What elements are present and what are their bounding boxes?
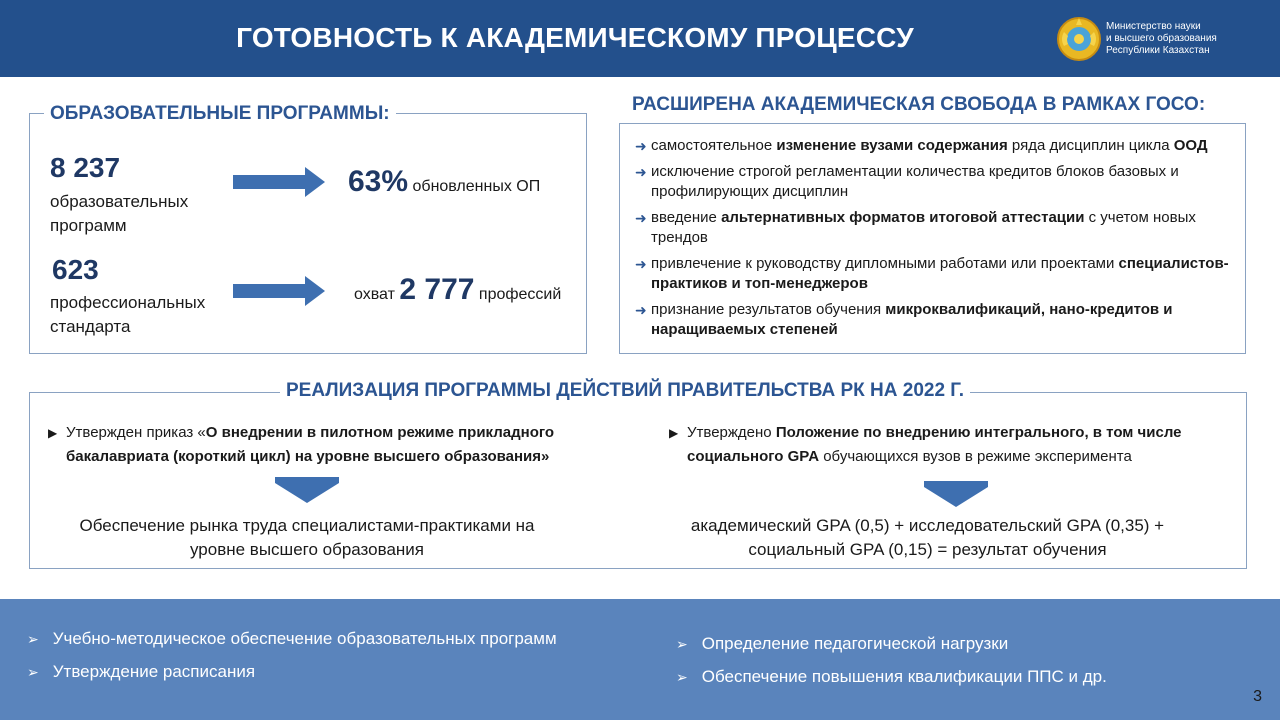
standards-count-label: профессиональных стандарта (50, 293, 206, 336)
chevron-right-icon: ➢ (676, 669, 688, 685)
header-bar (0, 0, 1280, 77)
freedom-title: РАСШИРЕНА АКАДЕМИЧЕСКАЯ СВОБОДА В РАМКАХ ГОСО: (626, 94, 1211, 116)
standards-count: 623 (52, 254, 99, 285)
page-title: ГОТОВНОСТЬ К АКАДЕМИЧЕСКОМУ ПРОЦЕССУ (236, 22, 914, 53)
freedom-list (635, 136, 1235, 346)
arrow-right-icon (233, 276, 325, 306)
chevron-right-icon: ➢ (27, 631, 39, 647)
arrow-right-icon: ➜ (635, 210, 647, 226)
arrow-down-icon (924, 481, 988, 507)
footer-item: ➢ Учебно-методическое обеспечение образовательных программ (27, 629, 557, 648)
footer-item: ➢ Определение педагогической нагрузки (676, 634, 1009, 653)
government-title: РЕАЛИЗАЦИЯ ПРОГРАММЫ ДЕЙСТВИЙ ПРАВИТЕЛЬСТВА РК НА 2022 Г. (280, 380, 970, 402)
updated-programs-stat: 63% обновленных ОП (348, 165, 541, 198)
government-right-result: академический GPA (0,5) + исследовательский GPA (0,35) + социальный GPA (0,15) = результат обучения (690, 516, 1165, 559)
arrow-right-icon: ➜ (635, 164, 647, 180)
arrow-down-icon (275, 477, 339, 503)
arrow-right-icon (233, 167, 325, 197)
list-item: ➜ исключение строгой регламентации количества кредитов блоков базовых и профилирующих дисциплин (635, 163, 1179, 200)
chevron-right-icon: ➢ (676, 636, 688, 652)
list-item: ➜ введение альтернативных форматов итоговой аттестации с учетом новых трендов (635, 209, 1196, 246)
arrow-right-icon: ➜ (635, 302, 647, 318)
chevron-right-icon: ➢ (27, 664, 39, 680)
programs-count-label: образовательных программ (50, 192, 189, 235)
footer-item: ➢ Обеспечение повышения квалификации ППС и др. (676, 667, 1107, 686)
programs-title: ОБРАЗОВАТЕЛЬНЫЕ ПРОГРАММЫ: (44, 103, 396, 125)
programs-count: 8 237 (50, 152, 121, 183)
footer-item: ➢ Утверждение расписания (27, 662, 256, 681)
ministry-name: Министерство науки и высшего образования Республики Казахстан (1106, 21, 1217, 56)
list-item: ➜ привлечение к руководству дипломными работами или проектами специалистов-практиков и топ-менеджеров (635, 255, 1229, 292)
professions-coverage-stat: охват 2 777 профессий (354, 273, 562, 306)
arrow-right-icon: ➜ (635, 138, 647, 154)
government-left-item: ▶ Утвержден приказ «О внедрении в пилотном режиме прикладного бакалавриата (короткий цикл) на уровне высшего образования» (48, 421, 588, 469)
list-item: ➜ признание результатов обучения микроквалификаций, нано-кредитов и наращиваемых степеней (635, 301, 1173, 338)
arrow-right-icon: ➜ (635, 256, 647, 272)
government-left-result: Обеспечение рынка труда специалистами-практиками на уровне высшего образования (79, 516, 535, 559)
triangle-bullet-icon: ▶ (48, 426, 58, 440)
triangle-bullet-icon: ▶ (669, 426, 679, 440)
footer-band (0, 599, 1280, 720)
government-right-item: ▶ Утверждено Положение по внедрению интегрального, в том числе социального GPA обучающихся вузов в режиме эксперимента (669, 421, 1229, 469)
state-emblem-icon (1056, 16, 1102, 62)
page-number: 3 (1253, 688, 1262, 705)
list-item: ➜ самостоятельное изменение вузами содержания ряда дисциплин цикла ООД (635, 137, 1208, 154)
